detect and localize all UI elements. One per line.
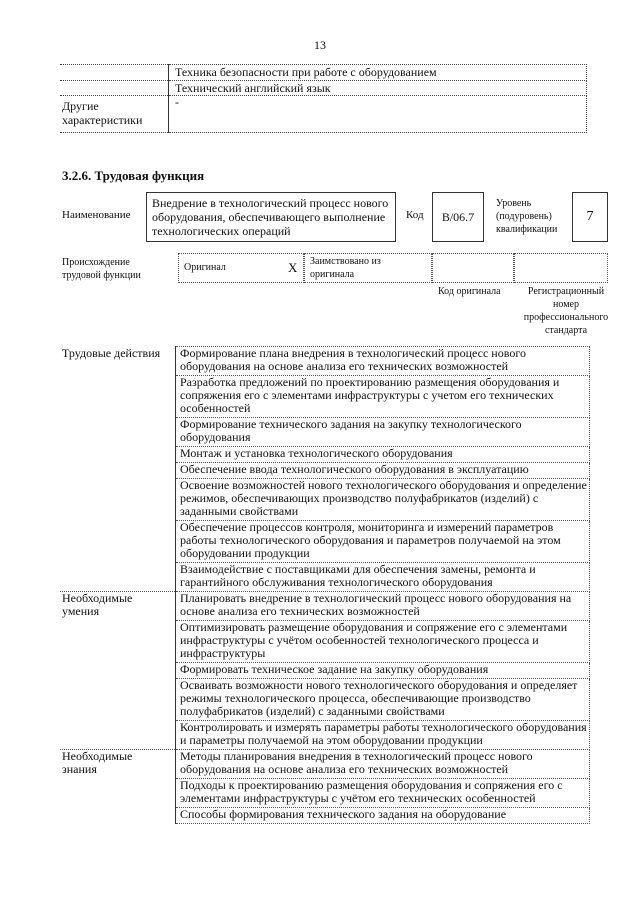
- characteristic-item: Техника безопасности при работе с оборудованием: [169, 65, 587, 81]
- list-item: Контролировать и измерять параметры работы технологического оборудования и параметры получаемой на этом оборудовании продукции: [176, 721, 590, 750]
- list-item: Формирование технического задания на закупку технологического оборудования: [176, 418, 590, 447]
- group-label-line: Необходимые: [62, 591, 133, 605]
- labor-function-table: [60, 346, 590, 824]
- borrowed-label-line: Заимствовано из: [310, 256, 381, 267]
- table-row: [60, 592, 590, 621]
- list-item: Формировать техническое задание на закупку оборудования: [176, 663, 590, 679]
- page-number: 13: [314, 38, 326, 52]
- reg-number-caption-line: стандарта: [544, 325, 588, 336]
- list-item: Методы планирования внедрения в технологический процесс нового оборудования на основе анализа его технических возможностей: [176, 750, 590, 779]
- section-title: 3.2.6. Трудовая функция: [62, 168, 205, 183]
- reg-number-caption-line: профессионального: [523, 312, 609, 323]
- table-row: [60, 750, 590, 779]
- group-label-line: Необходимые: [62, 749, 133, 763]
- group-label-line: умения: [62, 604, 100, 618]
- borrowed-label-line: оригинала: [310, 269, 355, 280]
- code-original-caption: Код оригинала: [438, 286, 501, 297]
- level-label-line: (подуровень): [496, 211, 552, 222]
- borrowed-label: [310, 255, 381, 281]
- name-label: Наименование: [62, 209, 131, 221]
- level-label-line: Уровень: [496, 198, 532, 209]
- origin-label-line: Происхождение: [62, 257, 130, 268]
- group-label-line: знания: [62, 762, 97, 776]
- list-item: Разработка предложений по проектированию размещения оборудования и сопряжения его с элементами инфраструктуры с учетом его технических особенностей: [176, 376, 590, 418]
- original-mark: X: [288, 260, 298, 275]
- list-item: Взаимодействие с поставщиками для обеспечения замены, ремонта и гарантийного обслуживания технологического оборудования: [176, 563, 590, 592]
- list-item: Освоение возможностей нового технологического оборудования и определение режимов, обеспечивающих производство полуфабрикатов (изделий) с заданными свойствами: [176, 479, 590, 521]
- reg-number-caption: [518, 285, 614, 337]
- code-value-box: B/06.7: [432, 192, 484, 242]
- empty-label-cell: [60, 81, 169, 96]
- origin-label: [62, 256, 141, 282]
- list-item: Подходы к проектированию размещения оборудования и сопряжения его с элементами инфраструктуры с учётом его технических особенностей: [176, 779, 590, 808]
- list-item: Обеспечение процессов контроля, мониторинга и измерений параметров работы технологического оборудования и параметров получаемой на этом оборудовании продукции: [176, 521, 590, 563]
- origin-row: [178, 253, 608, 283]
- list-item: Формирование плана внедрения в технологический процесс нового оборудования на основе анализа его технических возможностей: [176, 347, 590, 376]
- reg-number-caption-line: номер: [553, 299, 579, 310]
- list-item: Монтаж и установка технологического оборудования: [176, 447, 590, 463]
- list-item: Обеспечение ввода технологического оборудования в эксплуатацию: [176, 463, 590, 479]
- function-name-box: Внедрение в технологический процесс нового оборудования, обеспечивающего выполнение технологических операций: [146, 192, 396, 242]
- reg-number-caption-line: Регистрационный: [527, 286, 605, 297]
- origin-label-line: трудовой функции: [62, 270, 141, 281]
- level-value-box: 7: [572, 192, 608, 242]
- label-line: характеристики: [62, 113, 143, 127]
- group-label: [60, 592, 176, 750]
- other-characteristics-label: [60, 96, 169, 133]
- reg-number-cell: [514, 253, 608, 283]
- code-original-cell: [432, 253, 514, 283]
- level-label: [496, 197, 557, 236]
- list-item: Осваивать возможности нового технологического оборудования и определяет режимы технологического процесса, обеспечивающие производство полуфабрикатов (изделий) с заданными свойствами: [176, 679, 590, 721]
- group-label: [60, 750, 176, 824]
- list-item: Способы формирования технического задания на оборудование: [176, 808, 590, 824]
- other-characteristics-table: [60, 64, 587, 133]
- level-label-line: квалификации: [496, 224, 558, 235]
- group-label: [60, 347, 176, 592]
- label-line: Другие: [62, 99, 99, 113]
- original-label: Оригинал: [184, 262, 226, 273]
- group-label-line: Трудовые действия: [62, 345, 161, 360]
- empty-label-cell: [60, 65, 169, 81]
- other-characteristics-value: -: [169, 96, 587, 133]
- code-label: Код: [406, 209, 424, 221]
- characteristic-item: Технический английский язык: [169, 81, 587, 96]
- list-item: Оптимизировать размещение оборудования и сопряжение его с элементами инфраструктуры с учётом особенностей технологического процесса и инфраструктуры: [176, 621, 590, 663]
- list-item: Планировать внедрение в технологический процесс нового оборудования на основе анализа его технических возможностей: [176, 592, 590, 621]
- table-row: [60, 347, 590, 376]
